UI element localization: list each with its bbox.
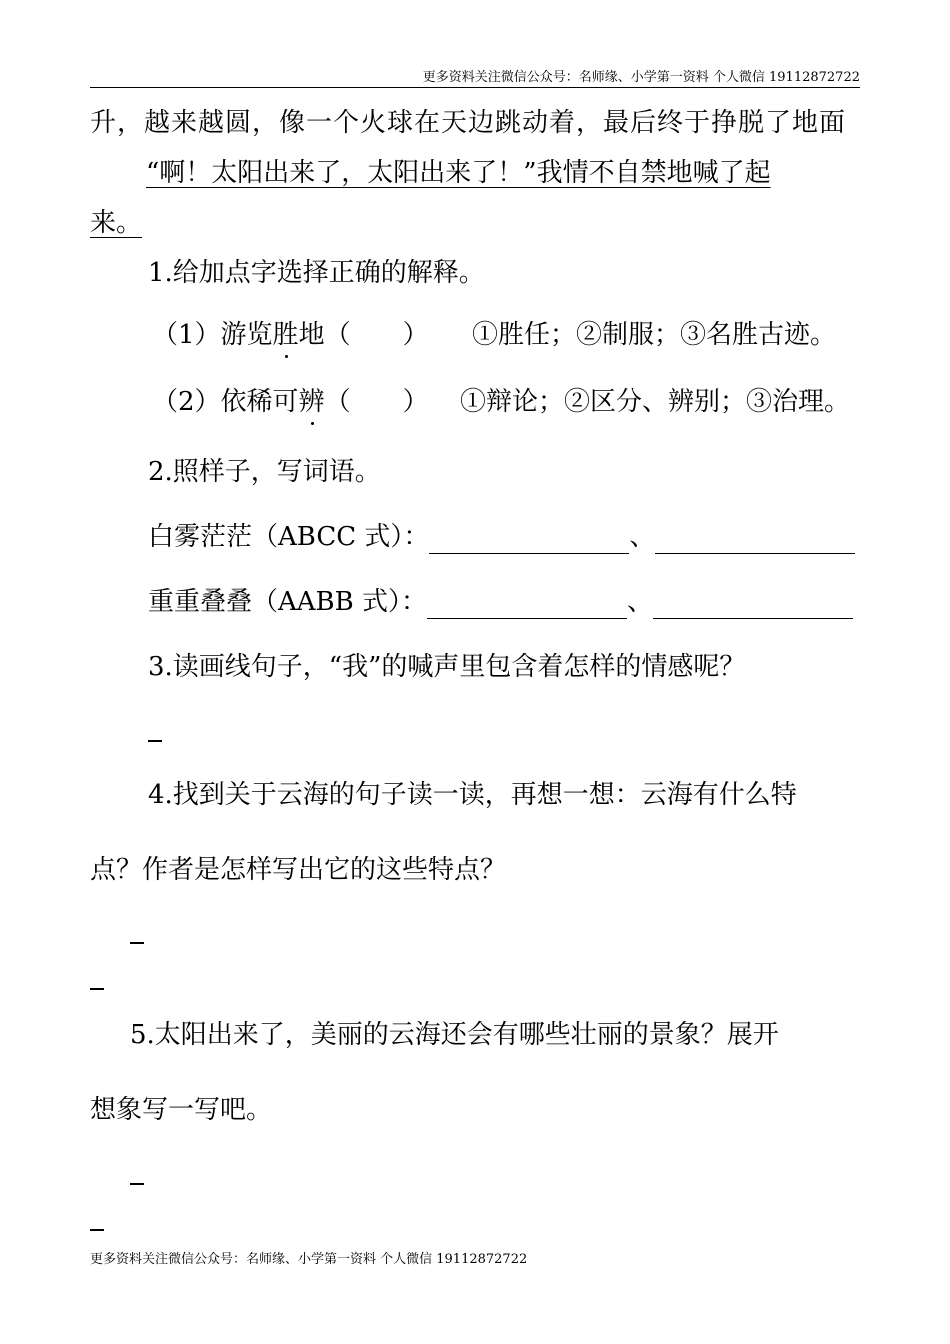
row-2-separator: 、 <box>627 587 654 617</box>
answer-line-q4-2[interactable] <box>90 988 104 990</box>
question-1-item-1 <box>152 318 429 352</box>
row-1-label: 白雾茫茫（ABCC 式）： <box>148 522 430 552</box>
answer-line-q5-2[interactable] <box>90 1229 104 1231</box>
row-2-blank-2[interactable] <box>653 594 853 619</box>
question-5-line-2: 想象写一写吧。 <box>90 1095 273 1125</box>
question-1-item-2 <box>152 385 429 419</box>
item-1-suffix[interactable]: 地（ ） <box>298 320 429 350</box>
passage-line-3-underlined: 来。 <box>90 208 143 238</box>
answer-line-q3[interactable] <box>148 740 162 742</box>
row-2-blank-1[interactable] <box>427 594 627 619</box>
page-footer: 更多资料关注微信公众号：名师缘、小学第一资料 个人微信 19112872722 <box>90 1252 528 1267</box>
answer-line-q4-1[interactable] <box>130 942 144 944</box>
question-2-row-2 <box>148 585 853 619</box>
question-1-title: 1.给加点字选择正确的解释。 <box>148 258 485 288</box>
question-5-line-1: 5.太阳出来了，美丽的云海还会有哪些壮丽的景象？展开 <box>130 1020 779 1050</box>
dotted-char-1: 胜 <box>272 320 299 350</box>
item-2-prefix: （2）依稀可 <box>152 387 299 417</box>
question-4-line-1: 4.找到关于云海的句子读一读，再想一想：云海有什么特 <box>148 780 797 810</box>
answer-line-q5-1[interactable] <box>130 1183 144 1185</box>
item-2-suffix[interactable]: （ ） <box>324 387 429 417</box>
row-1-separator: 、 <box>629 522 656 552</box>
question-4-line-2: 点？作者是怎样写出它的这些特点？ <box>90 855 507 885</box>
question-2-title: 2.照样子，写词语。 <box>148 457 381 487</box>
row-2-label: 重重叠叠（AABB 式）： <box>148 587 428 617</box>
header-rule <box>90 87 860 88</box>
row-1-blank-1[interactable] <box>429 529 629 554</box>
row-1-blank-2[interactable] <box>655 529 855 554</box>
page-header: 更多资料关注微信公众号：名师缘、小学第一资料 个人微信 19112872722 <box>422 70 860 85</box>
question-1-item-1-options: ①胜任；②制服；③名胜古迹。 <box>472 320 837 350</box>
passage-line-2-underlined: “啊！太阳出来了，太阳出来了！”我情不自禁地喊了起 <box>146 158 771 188</box>
item-1-prefix: （1）游览 <box>152 320 273 350</box>
dotted-char-2: 辨 <box>298 387 325 417</box>
passage-line-1: 升，越来越圆，像一个火球在天边跳动着，最后终于挣脱了地面 <box>90 108 847 138</box>
question-1-item-2-options: ①辩论；②区分、辨别；③治理。 <box>460 387 851 417</box>
question-3-title: 3.读画线句子，“我”的喊声里包含着怎样的情感呢？ <box>148 652 746 682</box>
question-2-row-1 <box>148 520 855 554</box>
